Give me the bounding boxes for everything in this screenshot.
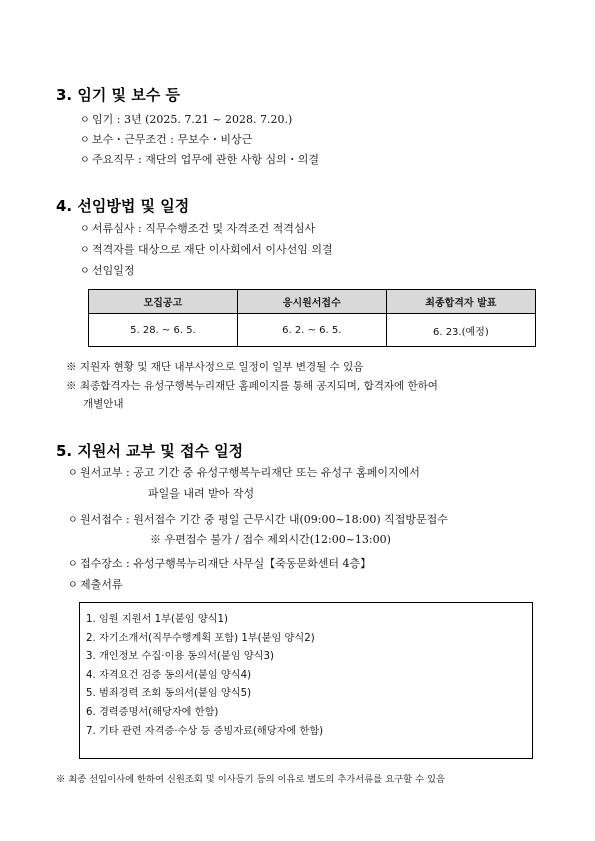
circle-bullet-icon: ㅇ	[80, 266, 90, 277]
list-item: ㅇ 선임일정	[80, 264, 135, 277]
list-item: ㅇ 서류심사 : 직무수행조건 및 자격조건 적격심사	[80, 222, 316, 235]
list-item: ㅇ 임기 : 3년 (2025. 7.21 ~ 2028. 7.20.)	[80, 113, 293, 126]
table-cell: 6. 23.(예정)	[386, 314, 535, 347]
section-3-heading: 3. 임기 및 보수 등	[56, 86, 180, 104]
list-item: ㅇ 원서접수 : 원서접수 기간 중 평일 근무시간 내(09:00~18:00) 직접방문접수	[68, 513, 448, 526]
table-cell: 6. 2. ~ 6. 5.	[237, 314, 386, 347]
list-item: ㅇ 접수장소 : 유성구행복누리재단 사무실【죽동문화센터 4층】	[68, 557, 372, 570]
circle-bullet-icon: ㅇ	[68, 468, 78, 479]
table-header: 모집공고	[89, 290, 238, 314]
circle-bullet-icon: ㅇ	[80, 155, 90, 166]
section-4-heading: 4. 선임방법 및 일정	[56, 197, 190, 215]
list-item: ㅇ 제출서류	[68, 578, 123, 591]
table-header: 최종합격자 발표	[386, 290, 535, 314]
schedule-note: ※ 최종합격자는 유성구행복누리재단 홈페이지를 통해 공지되며, 합격자에 한하여	[66, 380, 438, 392]
schedule-table	[88, 289, 536, 347]
circle-bullet-icon: ㅇ	[68, 580, 78, 591]
footnote: ※ 최종 선임이사에 한하여 신원조회 및 이사등기 등의 이유로 별도의 추가서류를 요구할 수 있음	[56, 774, 445, 785]
list-item: ㅇ 적격자를 대상으로 재단 이사회에서 이사선임 의결	[80, 243, 333, 256]
document-item: 6. 경력증명서(해당자에 한함)	[86, 706, 219, 718]
required-documents-box	[79, 602, 533, 759]
circle-bullet-icon: ㅇ	[68, 559, 78, 570]
circle-bullet-icon: ㅇ	[80, 245, 90, 256]
mail-note: ※ 우편접수 불가 / 접수 제외시간(12:00~13:00)	[150, 533, 391, 546]
table-header: 응시원서접수	[237, 290, 386, 314]
circle-bullet-icon: ㅇ	[80, 224, 90, 235]
document-item: 1. 임원 지원서 1부(붙임 양식1)	[86, 614, 228, 625]
circle-bullet-icon: ㅇ	[80, 135, 90, 146]
circle-bullet-icon: ㅇ	[68, 515, 78, 526]
list-item-continued: 파일을 내려 받아 작성	[148, 487, 255, 500]
list-item: ㅇ 원서교부 : 공고 기간 중 유성구행복누리재단 또는 유성구 홈페이지에서	[68, 466, 420, 479]
list-item: ㅇ 주요직무 : 재단의 업무에 관한 사항 심의・의결	[80, 153, 319, 166]
document-item: 5. 범죄경력 조회 동의서(붙임 양식5)	[86, 688, 252, 700]
list-item: ㅇ 보수・근무조건 : 무보수・비상근	[80, 133, 253, 146]
table-cell: 5. 28. ~ 6. 5.	[89, 314, 238, 347]
document-item: 7. 기타 관련 자격증·수상 등 증빙자료(해당자에 한함)	[86, 725, 324, 737]
document-item: 2. 자기소개서(직무수행계획 포함) 1부(붙임 양식2)	[86, 632, 315, 644]
section-5-heading: 5. 지원서 교부 및 접수 일정	[56, 442, 244, 460]
schedule-note: ※ 지원자 현황 및 재단 내부사정으로 일정이 일부 변경될 수 있음	[66, 361, 364, 373]
circle-bullet-icon: ㅇ	[80, 115, 90, 126]
document-item: 3. 개인정보 수집·이용 동의서(붙임 양식3)	[86, 651, 274, 663]
document-item: 4. 자격요건 검증 동의서(붙임 양식4)	[86, 669, 252, 681]
schedule-note-continued: 개별안내	[83, 398, 124, 410]
